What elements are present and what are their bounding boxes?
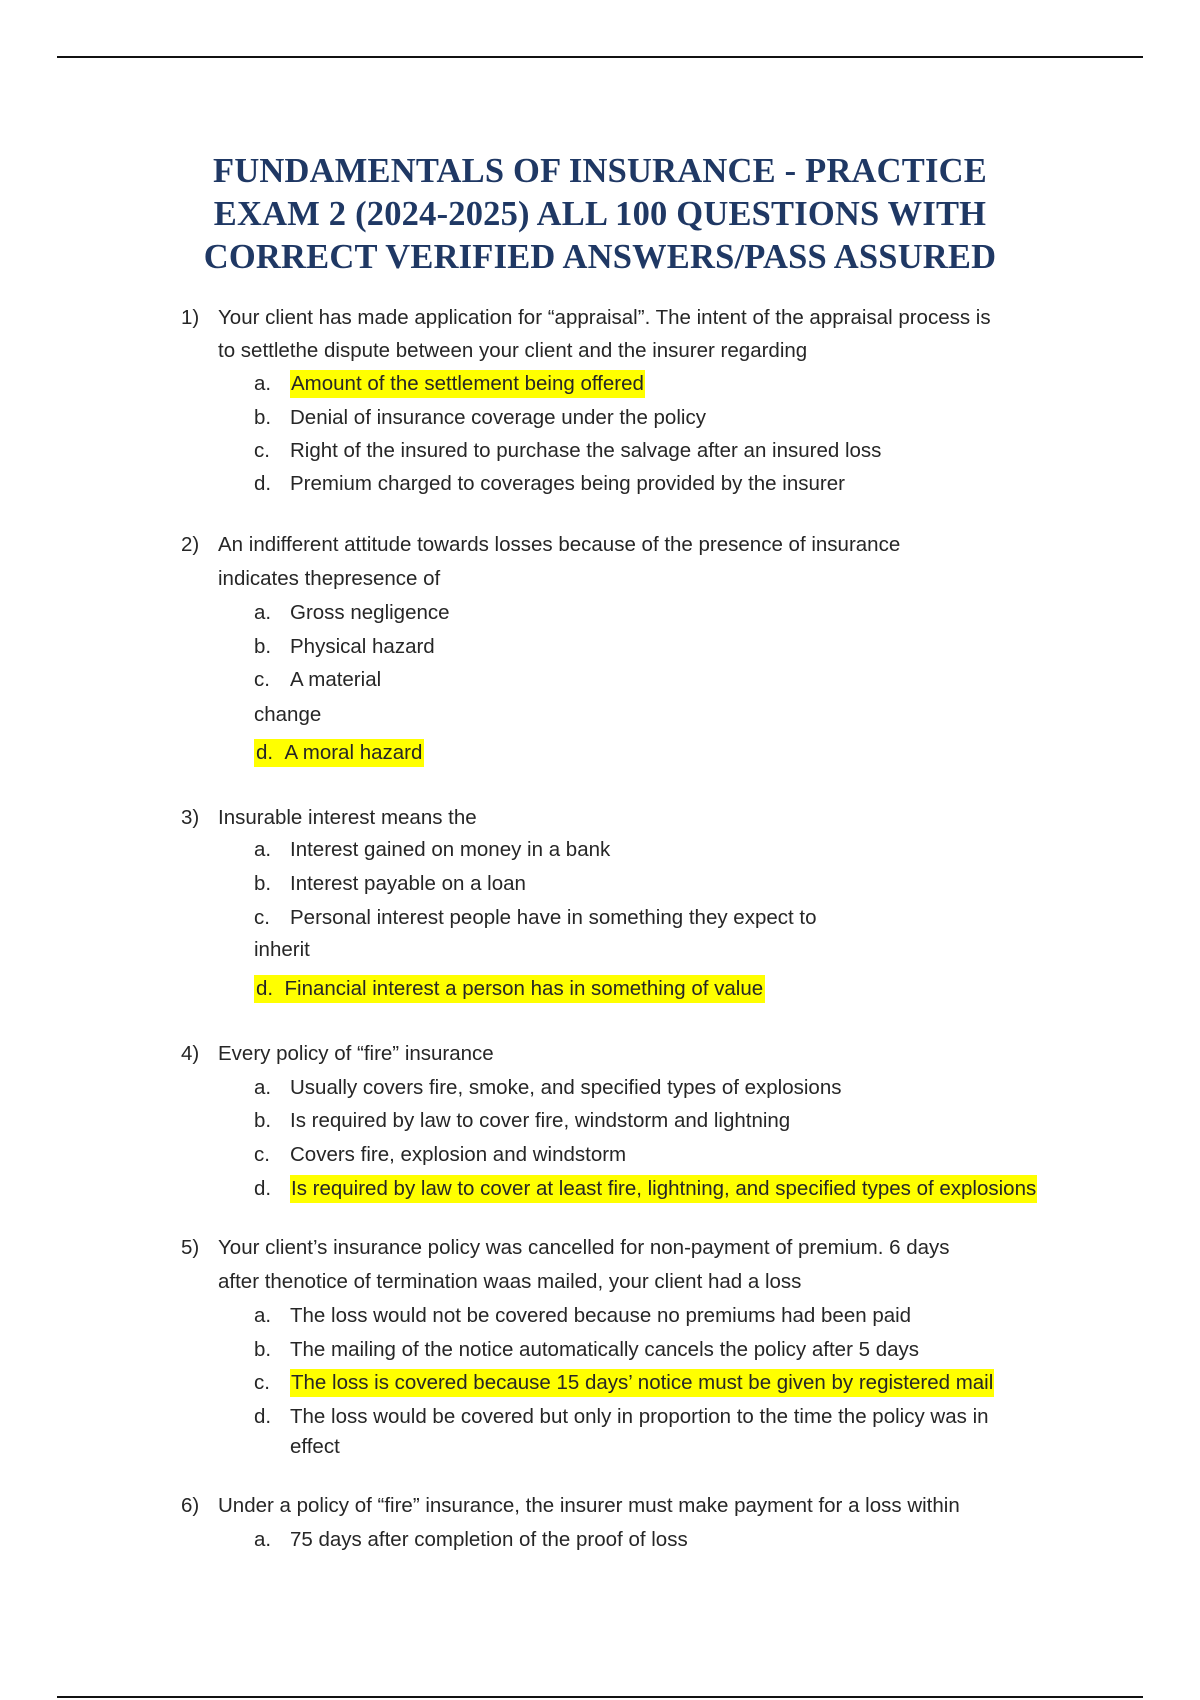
option-label: a. [254,1076,272,1099]
option-text: Interest gained on money in a bank [290,838,611,861]
option-text: effect [290,1435,340,1458]
option-label: c. [254,668,270,691]
document-title [150,150,1050,279]
correct-answer-text: Amount of the settlement being offered [290,370,645,398]
option-label: a. [254,372,272,395]
option-label: b. [254,635,272,658]
bottom-rule [57,1696,1143,1698]
correct-answer-text: The loss is covered because 15 days’ notice must be given by registered mail [290,1369,994,1397]
option-text: The loss would be covered but only in proportion to the time the policy was in [290,1405,989,1428]
question-number: 6) [181,1494,200,1517]
option-label: b. [254,1338,272,1361]
question-number: 5) [181,1236,200,1259]
option-label: d. [254,1405,272,1428]
option-label: a. [254,1528,272,1551]
question-text: after thenotice of termination waas mailed, your client had a loss [218,1270,802,1293]
question-text: to settlethe dispute between your client and the insurer regarding [218,339,808,362]
correct-answer-text [254,739,424,767]
option-text: Is required by law to cover fire, windstorm and lightning [290,1109,791,1132]
option-label: c. [254,906,270,929]
option-text: Right of the insured to purchase the salvage after an insured loss [290,439,882,462]
option-text: A material [290,668,382,691]
option-text: 75 days after completion of the proof of loss [290,1528,688,1551]
correct-answer-text [254,975,765,1003]
option-label: a. [254,601,272,624]
option-text: The loss would not be covered because no premiums had been paid [290,1304,912,1327]
option-label: a. [254,838,272,861]
option-label: d. [254,472,272,495]
option-label: b. [254,406,272,429]
option-text: Usually covers fire, smoke, and specified types of explosions [290,1076,842,1099]
option-text: inherit [254,938,310,961]
option-text: Financial interest a person has in something of value [284,977,764,1000]
option-text: Premium charged to coverages being provided by the insurer [290,472,845,495]
option-label: d. [256,741,274,764]
title-line: CORRECT VERIFIED ANSWERS/PASS ASSURED [203,238,997,276]
question-number: 3) [181,806,200,829]
question-text: An indifferent attitude towards losses because of the presence of insurance [218,533,901,556]
correct-answer-text: Is required by law to cover at least fire, lightning, and specified types of explosions [290,1175,1037,1203]
top-rule [57,56,1143,58]
question-text: indicates thepresence of [218,567,441,590]
question-text: Your client has made application for “appraisal”. The intent of the appraisal process is [218,306,991,329]
question-number: 2) [181,533,200,556]
question-text: Under a policy of “fire” insurance, the insurer must make payment for a loss within [218,1494,960,1517]
option-text: change [254,703,322,726]
option-label: b. [254,872,272,895]
option-text: Personal interest people have in something they expect to [290,906,817,929]
option-label: b. [254,1109,272,1132]
title-line: FUNDAMENTALS OF INSURANCE - PRACTICE [213,152,987,190]
option-label: c. [254,439,270,462]
option-label: c. [254,1371,270,1394]
option-text: Denial of insurance coverage under the policy [290,406,706,429]
option-text: Covers fire, explosion and windstorm [290,1143,627,1166]
question-number: 4) [181,1042,200,1065]
option-label: a. [254,1304,272,1327]
title-line: EXAM 2 (2024-2025) ALL 100 QUESTIONS WITH [213,195,987,233]
option-text: A moral hazard [284,741,423,764]
question-text: Insurable interest means the [218,806,477,829]
question-text: Your client’s insurance policy was cancelled for non-payment of premium. 6 days [218,1236,950,1259]
option-text: Physical hazard [290,635,435,658]
option-label: c. [254,1143,270,1166]
option-text: The mailing of the notice automatically cancels the policy after 5 days [290,1338,919,1361]
option-text: Interest payable on a loan [290,872,526,895]
question-number: 1) [181,306,200,329]
option-label: d. [254,1177,272,1200]
option-text: Gross negligence [290,601,450,624]
option-label: d. [256,977,274,1000]
question-text: Every policy of “fire” insurance [218,1042,494,1065]
